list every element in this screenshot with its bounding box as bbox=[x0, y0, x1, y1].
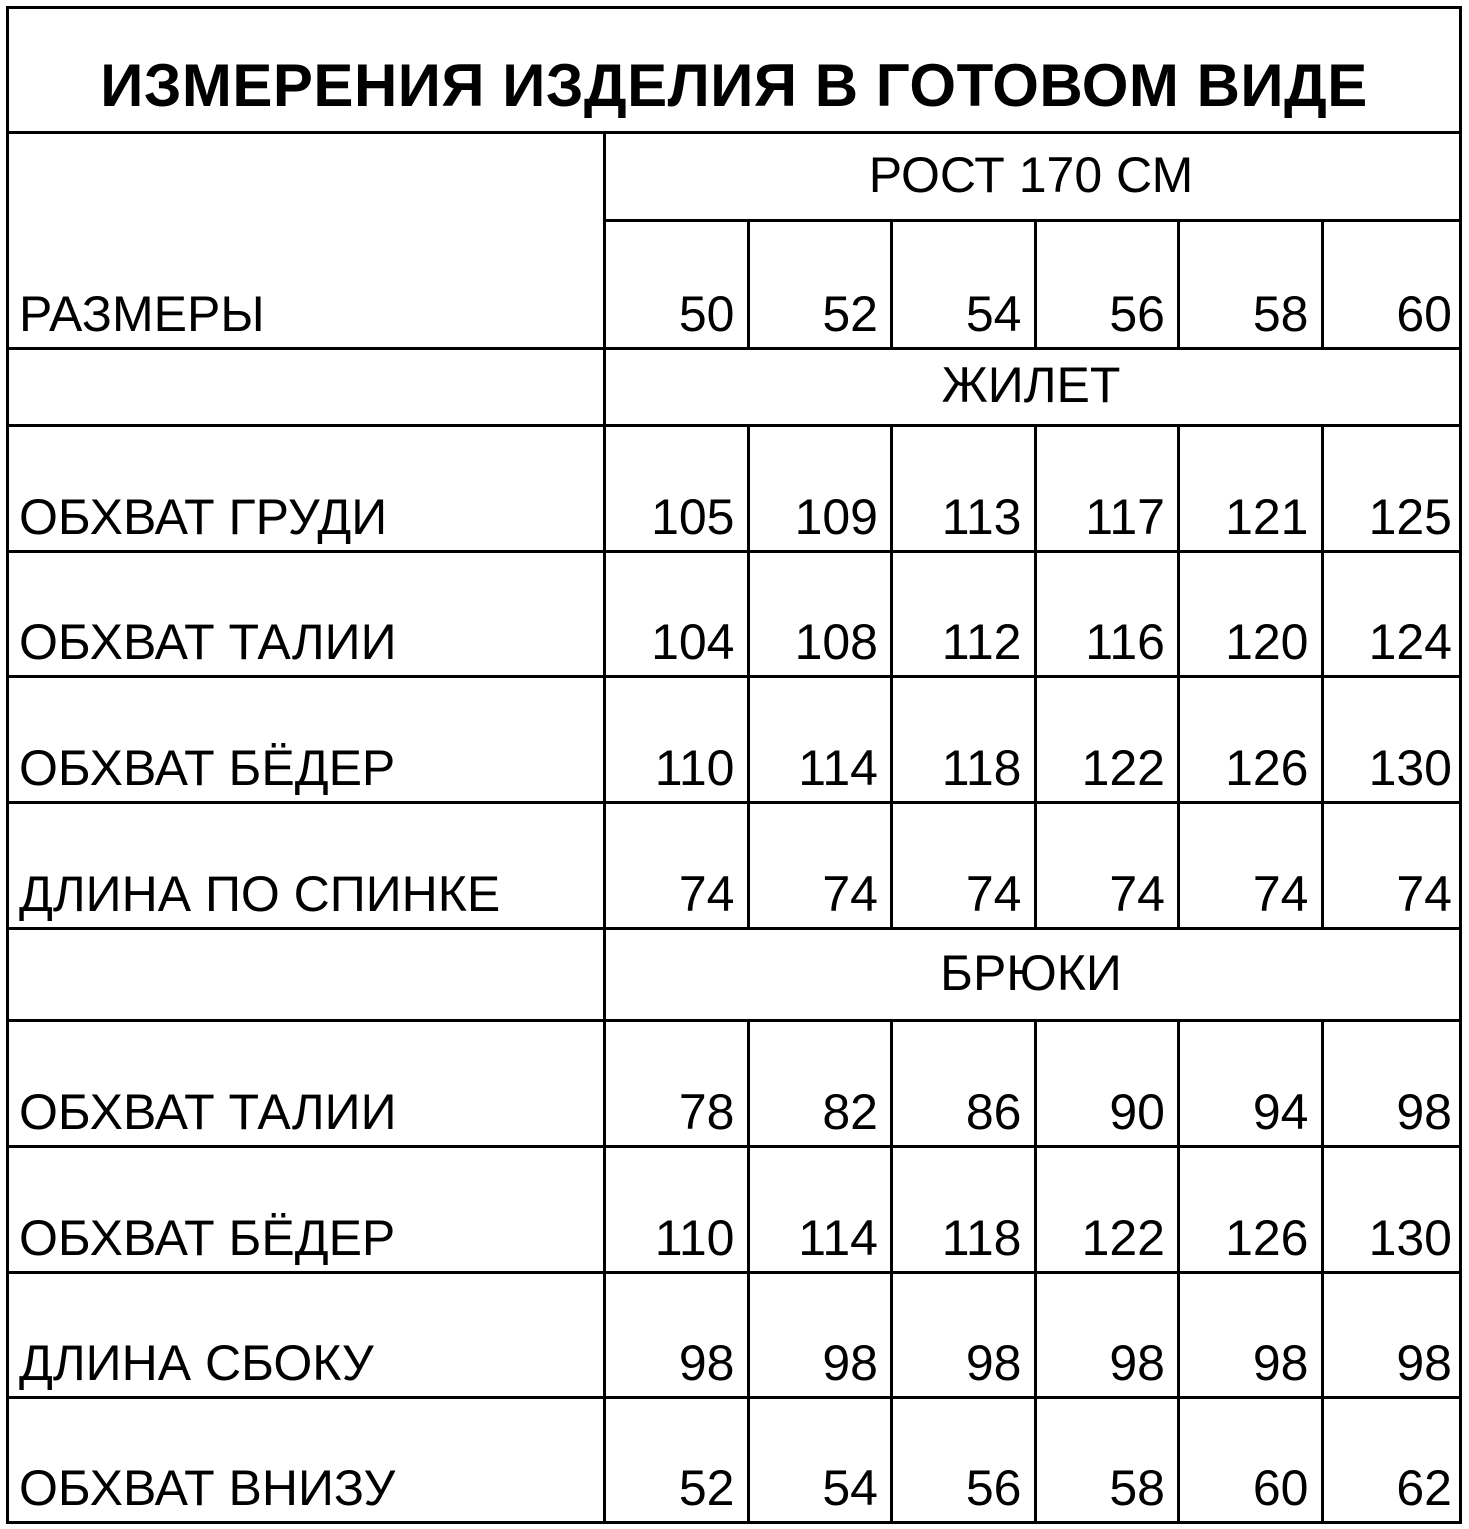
size-value: 58 bbox=[1252, 286, 1309, 342]
measurement-value: 74 bbox=[822, 866, 878, 922]
size-value: 56 bbox=[1109, 286, 1165, 342]
measurement-label: ОБХВАТ ВНИЗУ bbox=[19, 1460, 396, 1516]
row-divider bbox=[9, 675, 1459, 678]
measurement-value: 104 bbox=[651, 614, 735, 670]
measurement-value: 82 bbox=[822, 1084, 878, 1140]
measurement-value: 62 bbox=[1396, 1460, 1452, 1516]
size-value: 60 bbox=[1396, 286, 1452, 342]
measurement-label: ОБХВАТ БЁДЕР bbox=[19, 740, 396, 796]
row-divider bbox=[9, 1145, 1459, 1148]
measurement-label: ОБХВАТ ТАЛИИ bbox=[19, 614, 397, 670]
measurement-value: 121 bbox=[1225, 489, 1309, 545]
measurement-value: 98 bbox=[678, 1335, 735, 1391]
measurement-value: 52 bbox=[678, 1460, 735, 1516]
measurement-value: 98 bbox=[1252, 1335, 1309, 1391]
measurement-value: 74 bbox=[965, 866, 1022, 922]
measurement-value: 126 bbox=[1225, 1210, 1309, 1266]
measurement-value: 74 bbox=[1252, 866, 1309, 922]
section-header-divider bbox=[9, 424, 1459, 427]
measurement-value: 98 bbox=[965, 1335, 1022, 1391]
row-divider bbox=[9, 1396, 1459, 1399]
measurement-label: ДЛИНА ПО СПИНКЕ bbox=[19, 866, 501, 922]
measurement-value: 130 bbox=[1368, 740, 1452, 796]
measurement-value: 58 bbox=[1109, 1460, 1165, 1516]
measurement-value: 118 bbox=[941, 1210, 1022, 1266]
measurement-value: 98 bbox=[1396, 1335, 1452, 1391]
measurement-value: 113 bbox=[941, 489, 1022, 545]
measurement-value: 74 bbox=[678, 866, 735, 922]
measurement-value: 117 bbox=[1085, 489, 1165, 545]
measurement-value: 126 bbox=[1225, 740, 1309, 796]
section-header: БРЮКИ bbox=[940, 944, 1122, 1001]
measurement-value: 98 bbox=[1109, 1335, 1165, 1391]
height-header: РОСТ 170 СМ bbox=[868, 146, 1194, 203]
measurement-value: 110 bbox=[654, 740, 735, 796]
measurement-value: 60 bbox=[1252, 1460, 1309, 1516]
measurement-label: ОБХВАТ ТАЛИИ bbox=[19, 1084, 397, 1140]
measurement-value: 109 bbox=[794, 489, 878, 545]
measurement-value: 108 bbox=[794, 614, 878, 670]
measurement-value: 56 bbox=[965, 1460, 1022, 1516]
size-value: 52 bbox=[822, 286, 878, 342]
sizes-row-divider bbox=[9, 347, 1459, 350]
height-row-divider bbox=[603, 219, 1459, 222]
row-divider bbox=[9, 927, 1459, 930]
section-header-divider bbox=[9, 1019, 1459, 1022]
size-chart-table bbox=[6, 6, 1462, 1524]
measurement-value: 114 bbox=[798, 1210, 878, 1266]
sizes-label: РАЗМЕРЫ bbox=[19, 286, 265, 342]
measurement-value: 122 bbox=[1081, 740, 1165, 796]
measurement-value: 98 bbox=[1396, 1084, 1452, 1140]
row-divider bbox=[9, 801, 1459, 804]
size-value: 54 bbox=[965, 286, 1022, 342]
measurement-label: ДЛИНА СБОКУ bbox=[19, 1335, 374, 1391]
size-value: 50 bbox=[678, 286, 735, 342]
measurement-value: 116 bbox=[1085, 614, 1165, 670]
measurement-value: 98 bbox=[822, 1335, 878, 1391]
measurement-value: 124 bbox=[1368, 614, 1452, 670]
measurement-label: ОБХВАТ ГРУДИ bbox=[19, 489, 388, 545]
measurement-value: 54 bbox=[822, 1460, 878, 1516]
row-divider bbox=[9, 550, 1459, 553]
measurement-value: 86 bbox=[965, 1084, 1022, 1140]
row-divider bbox=[9, 1271, 1459, 1274]
table-title: ИЗМЕРЕНИЯ ИЗДЕЛИЯ В ГОТОВОМ ВИДЕ bbox=[100, 52, 1368, 119]
measurement-value: 74 bbox=[1109, 866, 1165, 922]
measurement-value: 94 bbox=[1252, 1084, 1309, 1140]
measurement-value: 125 bbox=[1368, 489, 1452, 545]
measurement-value: 114 bbox=[798, 740, 878, 796]
label-column-divider bbox=[603, 134, 606, 1524]
measurement-value: 112 bbox=[941, 614, 1022, 670]
measurement-value: 118 bbox=[941, 740, 1022, 796]
measurement-value: 122 bbox=[1081, 1210, 1165, 1266]
measurement-label: ОБХВАТ БЁДЕР bbox=[19, 1210, 396, 1266]
measurement-value: 130 bbox=[1368, 1210, 1452, 1266]
measurement-value: 110 bbox=[654, 1210, 735, 1266]
measurement-value: 78 bbox=[678, 1084, 735, 1140]
section-header: ЖИЛЕТ bbox=[941, 357, 1121, 413]
measurement-value: 105 bbox=[651, 489, 735, 545]
title-divider bbox=[9, 131, 1459, 134]
measurement-value: 74 bbox=[1396, 866, 1452, 922]
measurement-value: 120 bbox=[1225, 614, 1309, 670]
measurement-value: 90 bbox=[1109, 1084, 1165, 1140]
